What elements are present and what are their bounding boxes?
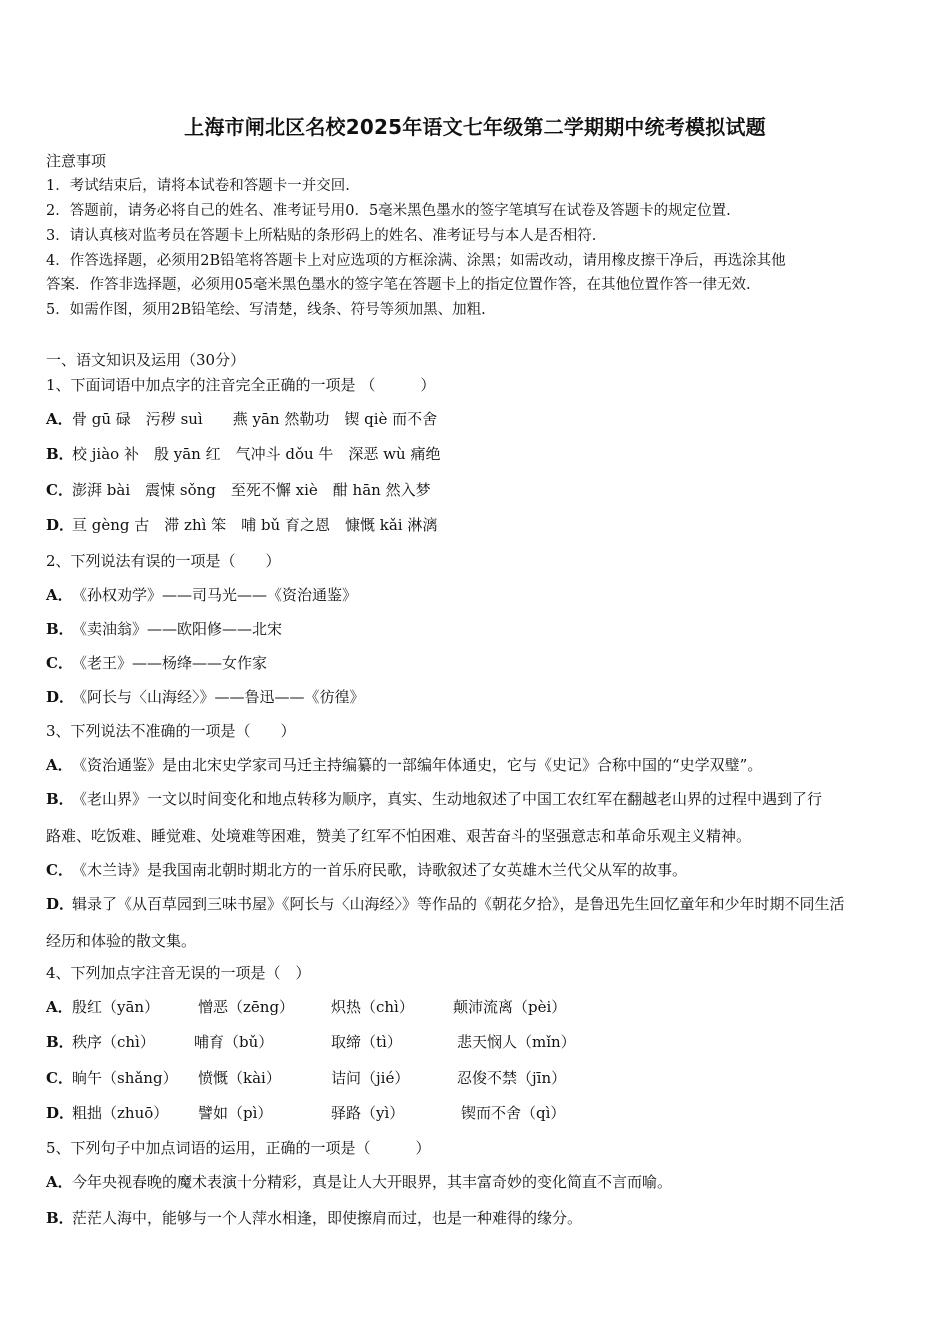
option-row xyxy=(46,1172,672,1192)
option-item: 晌午（shǎng） xyxy=(72,1069,178,1087)
notice-item: 3．请认真核对监考员在答题卡上所粘贴的条形码上的姓名、准考证号与本人是否相符. xyxy=(46,228,597,244)
option-continuation: 经历和体验的散文集。 xyxy=(46,932,197,950)
question-2-stem: 2、下列说法有误的一项是（ ） xyxy=(46,552,281,570)
option-item: 悲天悯人（mǐn） xyxy=(457,1033,576,1051)
option-text: 骨 gū 碌 污秽 suì 燕 yān 然勒功 锲 qiè 而不舍 xyxy=(72,410,438,428)
option-row xyxy=(46,1103,565,1123)
option-label: A． xyxy=(46,410,73,428)
option-item: 哺育（bǔ） xyxy=(194,1033,274,1051)
option-label: D． xyxy=(46,688,75,706)
option-item: 取缔（tì） xyxy=(331,1033,402,1051)
option-label: A． xyxy=(46,756,73,774)
option-text: 辑录了《从百草园到三味书屋》《阿长与〈山海经〉》等作品的《朝花夕拾》，是鲁迅先生回忆童年和少年时期不同生活 xyxy=(72,895,845,913)
option-row xyxy=(46,1068,566,1088)
option-row xyxy=(46,860,687,880)
option-text: 《卖油翁》——欧阳修——北宋 xyxy=(72,620,283,638)
option-label: C． xyxy=(46,481,73,499)
option-text: 茫茫人海中，能够与一个人萍水相逢，即使擦肩而过，也是一种难得的缘分。 xyxy=(72,1209,583,1227)
option-row xyxy=(46,997,566,1017)
option-row xyxy=(46,515,437,535)
option-label: B． xyxy=(46,1209,74,1227)
option-row xyxy=(46,789,822,809)
option-item: 愤慨（kài） xyxy=(198,1069,281,1087)
notice-item: 2．答题前，请务必将自己的姓名、准考证号用0．5毫米黑色墨水的签字笔填写在试卷及答题卡的规定位置. xyxy=(46,203,731,219)
option-item: 粗拙（zhuō） xyxy=(72,1104,169,1122)
notice-item: 1．考试结束后，请将本试卷和答题卡一并交回. xyxy=(46,178,350,194)
notice-item: 答案．作答非选择题，必须用05毫米黑色墨水的签字笔在答题卡上的指定位置作答，在其他位置作答一律无效. xyxy=(46,277,751,293)
option-continuation: 路难、吃饭难、睡觉难、处境难等困难，赞美了红军不怕困难、艰苦奋斗的坚强意志和革命乐观主义精神。 xyxy=(46,827,752,845)
option-item: 炽热（chì） xyxy=(331,998,414,1016)
option-item: 诘问（jié） xyxy=(331,1069,410,1087)
question-3-stem: 3、下列说法不准确的一项是（ ） xyxy=(46,722,296,740)
option-text: 《阿长与〈山海经〉》——鲁迅——《彷徨》 xyxy=(72,688,365,706)
option-label: B． xyxy=(46,445,74,463)
option-row xyxy=(46,444,440,464)
option-label: B． xyxy=(46,620,74,638)
option-text: 《木兰诗》是我国南北朝时期北方的一首乐府民歌，诗歌叙述了女英雄木兰代父从军的故事。 xyxy=(72,861,688,879)
option-text: 澎湃 bài 震悚 sǒng 至死不懈 xiè 酣 hān 然入梦 xyxy=(72,481,431,499)
option-row xyxy=(46,894,845,914)
option-item: 譬如（pì） xyxy=(198,1104,273,1122)
option-label: C． xyxy=(46,1069,73,1087)
option-row xyxy=(46,1208,582,1228)
option-item: 颠沛流离（pèi） xyxy=(453,998,567,1016)
notice-item: 4．作答选择题，必须用2B铅笔将答题卡上对应选项的方框涂满、涂黑；如需改动，请用橡皮擦干净后，再选涂其他 xyxy=(46,253,786,269)
option-label: A． xyxy=(46,586,73,604)
option-text: 《孙权劝学》——司马光——《资治通鉴》 xyxy=(72,586,358,604)
option-text: 《老王》——杨绛——女作家 xyxy=(72,654,268,672)
option-item: 秩序（chì） xyxy=(72,1033,155,1051)
option-text: 今年央视春晚的魔术表演十分精彩，真是让人大开眼界，其丰富奇妙的变化简直不言而喻。 xyxy=(72,1173,673,1191)
section-heading: 一、语文知识及运用（30分） xyxy=(46,351,246,369)
option-item: 憎恶（zēng） xyxy=(198,998,295,1016)
notice-item: 5．如需作图，须用2B铅笔绘、写清楚，线条、符号等须加黑、加粗. xyxy=(46,302,486,318)
option-label: A． xyxy=(46,998,73,1016)
option-label: B． xyxy=(46,1033,74,1051)
option-text: 亘 gèng 古 滞 zhì 笨 哺 bǔ 育之恩 慷慨 kǎi 淋漓 xyxy=(72,516,438,534)
option-row xyxy=(46,687,365,707)
question-4-stem: 4、下列加点字注音无误的一项是（ ） xyxy=(46,964,311,982)
option-label: C． xyxy=(46,861,73,879)
option-row xyxy=(46,619,282,639)
option-label: B． xyxy=(46,790,74,808)
option-text: 《资治通鉴》是由北宋史学家司马迁主持编纂的一部编年体通史，它与《史记》合称中国的“史学双璧”。 xyxy=(72,756,763,774)
option-row xyxy=(46,409,437,429)
option-row xyxy=(46,585,357,605)
option-item: 驿路（yì） xyxy=(331,1104,405,1122)
option-item: 殷红（yān） xyxy=(72,998,160,1016)
option-label: D． xyxy=(46,895,75,913)
option-row xyxy=(46,480,431,500)
option-row xyxy=(46,755,762,775)
option-label: A． xyxy=(46,1173,73,1191)
option-text: 《老山界》一文以时间变化和地点转移为顺序，真实、生动地叙述了中国工农红军在翻越老山界的过程中遇到了行 xyxy=(72,790,823,808)
option-label: D． xyxy=(46,516,75,534)
option-row xyxy=(46,1032,576,1052)
option-item: 忍俊不禁（jīn） xyxy=(457,1069,567,1087)
option-text: 校 jiào 补 殷 yān 红 气冲斗 dǒu 牛 深恶 wù 痛绝 xyxy=(72,445,441,463)
option-row xyxy=(46,653,267,673)
question-1-stem: 1、下面词语中加点字的注音完全正确的一项是 （ ） xyxy=(46,376,436,394)
question-5-stem: 5、下列句子中加点词语的运用，正确的一项是（ ） xyxy=(46,1139,431,1157)
notice-heading: 注意事项 xyxy=(46,152,107,170)
page-title: 上海市闸北区名校2025年语文七年级第二学期期中统考模拟试题 xyxy=(184,115,766,139)
option-item: 锲而不舍（qì） xyxy=(461,1104,566,1122)
option-label: C． xyxy=(46,654,73,672)
option-label: D． xyxy=(46,1104,75,1122)
